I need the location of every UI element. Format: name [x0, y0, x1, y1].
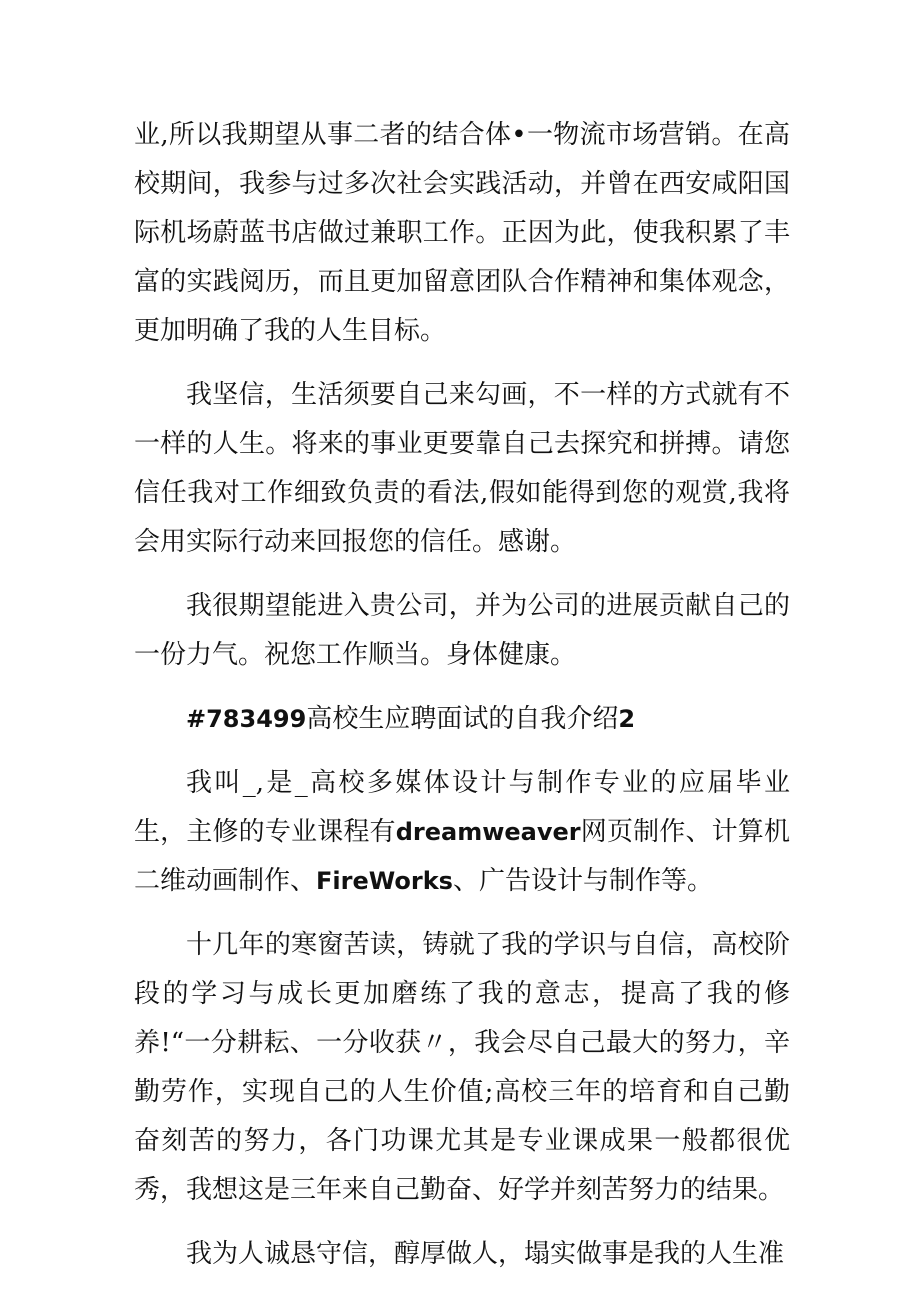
intro-term-dreamweaver: dreamweaver — [395, 818, 581, 846]
intro-text-3: 、广告设计与制作等。 — [452, 866, 713, 896]
paragraph-wish: 我很期望能进入贵公司，并为公司的进展贡献自己的一份力气。祝您工作顺当。身体健康。 — [134, 591, 790, 670]
paragraph-introduction — [134, 759, 790, 906]
heading-index: 2 — [618, 705, 636, 733]
paragraph-study: 十几年的寒窗苦读，铸就了我的学识与自信，高校阶段的学习与成长更加磨练了我的意志，提高了我的修养!“一分耕耘、一分收获〃，我会尽自己最大的努力，辛勤劳作，实现自己的人生价值;高校三年的培育和自己勤奋刻苦的努力，各门功课尤其是专业课成果一般都很优秀，我想这是三年来自己勤奋、好学并刻苦努力的结果。 — [134, 930, 790, 1205]
section-heading — [134, 695, 790, 744]
paragraph-career-goal: 业,所以我期望从事二者的结合体•一物流市场营销。在高校期间，我参与过多次社会实践活动，并曾在西安咸阳国际机场蔚蓝书店做过兼职工作。正因为此，使我积累了丰富的实践阅历，而且更加留意团队合作精神和集体观念，更加明确了我的人生目标。 — [134, 120, 790, 346]
intro-text-1: 我叫_,是_高校多媒体设计与制作专业的应届毕业生，主修的专业课程有 — [134, 768, 790, 847]
document-body — [134, 111, 790, 1294]
heading-title: 高校生应聘面试的自我介绍 — [306, 704, 619, 734]
intro-text-2: 网页制作、计算机二维动画制作、 — [134, 817, 790, 896]
paragraph-belief: 我坚信，生活须要自己来勾画，不一样的方式就有不一样的人生。将来的事业更要靠自己去探究和拼搏。请您信任我对工作细致负责的看法,假如能得到您的观赏,我将会用实际行动来回报您的信任。感谢。 — [134, 380, 790, 557]
intro-term-fireworks: FireWorks — [316, 867, 453, 895]
paragraph-character: 我为人诚恳守信，醇厚做人，塌实做事是我的人生准 — [186, 1239, 785, 1269]
heading-number: #783499 — [186, 705, 307, 733]
